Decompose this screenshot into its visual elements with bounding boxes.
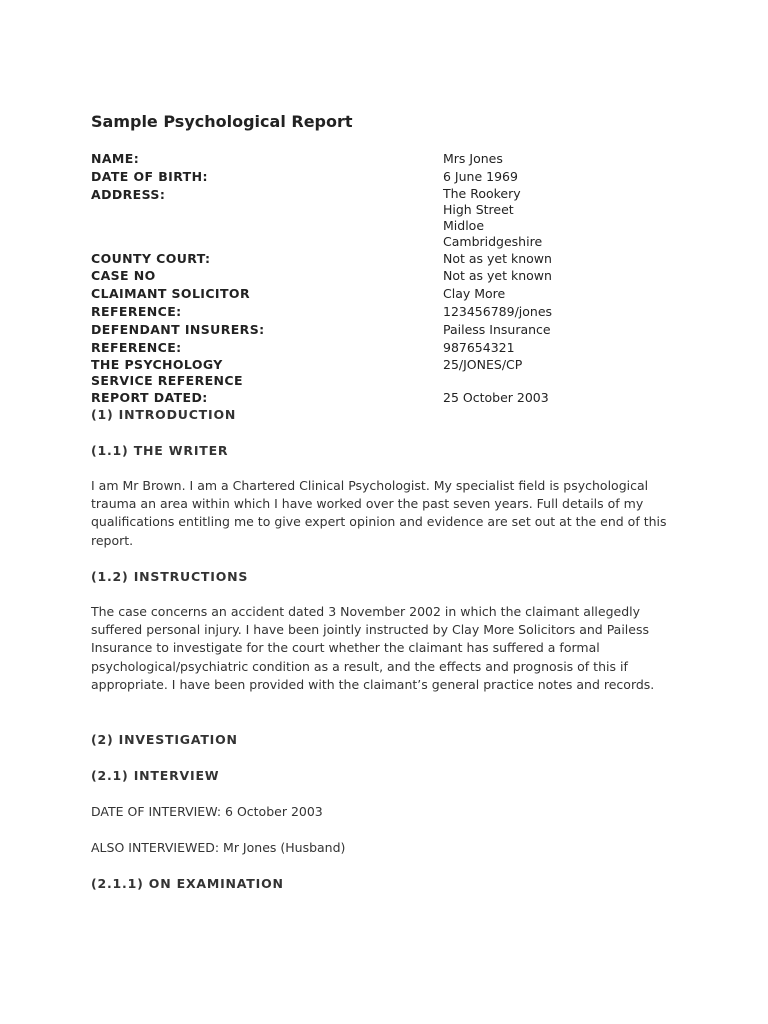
name-label: NAME: — [91, 151, 140, 166]
section-heading-instructions: (1.2) INSTRUCTIONS — [91, 569, 249, 584]
section-heading-writer: (1.1) THE WRITER — [91, 443, 229, 458]
reference-value: 987654321 — [443, 340, 515, 355]
psychology-service-reference-value: 25/JONES/CP — [443, 357, 523, 372]
writer-paragraph: I am Mr Brown. I am a Chartered Clinical Psychologist. My specialist field is psychological trauma an area within which I have worked over the past seven years. Full details of my qualifications entitling me to give expert opinion and evidence are set out at the end of this report. — [91, 478, 667, 548]
name-value: Mrs Jones — [443, 151, 503, 166]
county-court-value: Not as yet known — [443, 251, 552, 266]
case-no-value: Not as yet known — [443, 268, 552, 283]
county-court-label: COUNTY COURT: — [91, 251, 211, 266]
claimant-solicitor-label: CLAIMANT SOLICITOR — [91, 286, 250, 301]
address-line: Cambridgeshire — [443, 234, 543, 249]
address-line: High Street — [443, 202, 514, 217]
report-dated-label: REPORT DATED: — [91, 390, 208, 405]
address-value — [443, 186, 743, 250]
address-line: The Rookery — [443, 186, 521, 201]
also-interviewed: ALSO INTERVIEWED: Mr Jones (Husband) — [91, 840, 346, 855]
date-of-interview: DATE OF INTERVIEW: 6 October 2003 — [91, 804, 323, 819]
case-no-label: CASE NO — [91, 268, 156, 283]
defendant-insurers-label: DEFENDANT INSURERS: — [91, 322, 265, 337]
reference-label: REFERENCE: — [91, 340, 182, 355]
reference-label: REFERENCE: — [91, 304, 182, 319]
report-dated-value: 25 October 2003 — [443, 390, 549, 405]
address-label: ADDRESS: — [91, 187, 166, 202]
dob-value: 6 June 1969 — [443, 169, 518, 184]
section-heading-investigation: (2) INVESTIGATION — [91, 732, 238, 747]
dob-label: DATE OF BIRTH: — [91, 169, 208, 184]
instructions-paragraph: The case concerns an accident dated 3 November 2002 in which the claimant allegedly suffered personal injury. I have been jointly instructed by Clay More Solicitors and Pailess Insurance to investigate for the court whether the claimant has suffered a formal psychological/psychiatric condition as a result, and the effects and prognosis of this if appropriate. I have been provided with the claimant’s general practice notes and records. — [91, 604, 655, 692]
psychology-service-reference-label — [91, 357, 431, 389]
label-line: SERVICE REFERENCE — [91, 373, 243, 388]
section-heading-on-examination: (2.1.1) ON EXAMINATION — [91, 876, 284, 891]
section-heading-interview: (2.1) INTERVIEW — [91, 768, 220, 783]
document-title: Sample Psychological Report — [91, 112, 353, 131]
reference-value: 123456789/jones — [443, 304, 553, 319]
address-line: Midloe — [443, 218, 485, 233]
defendant-insurers-value: Pailess Insurance — [443, 322, 551, 337]
section-heading-introduction: (1) INTRODUCTION — [91, 407, 237, 422]
label-line: THE PSYCHOLOGY — [91, 357, 223, 372]
claimant-solicitor-value: Clay More — [443, 286, 506, 301]
